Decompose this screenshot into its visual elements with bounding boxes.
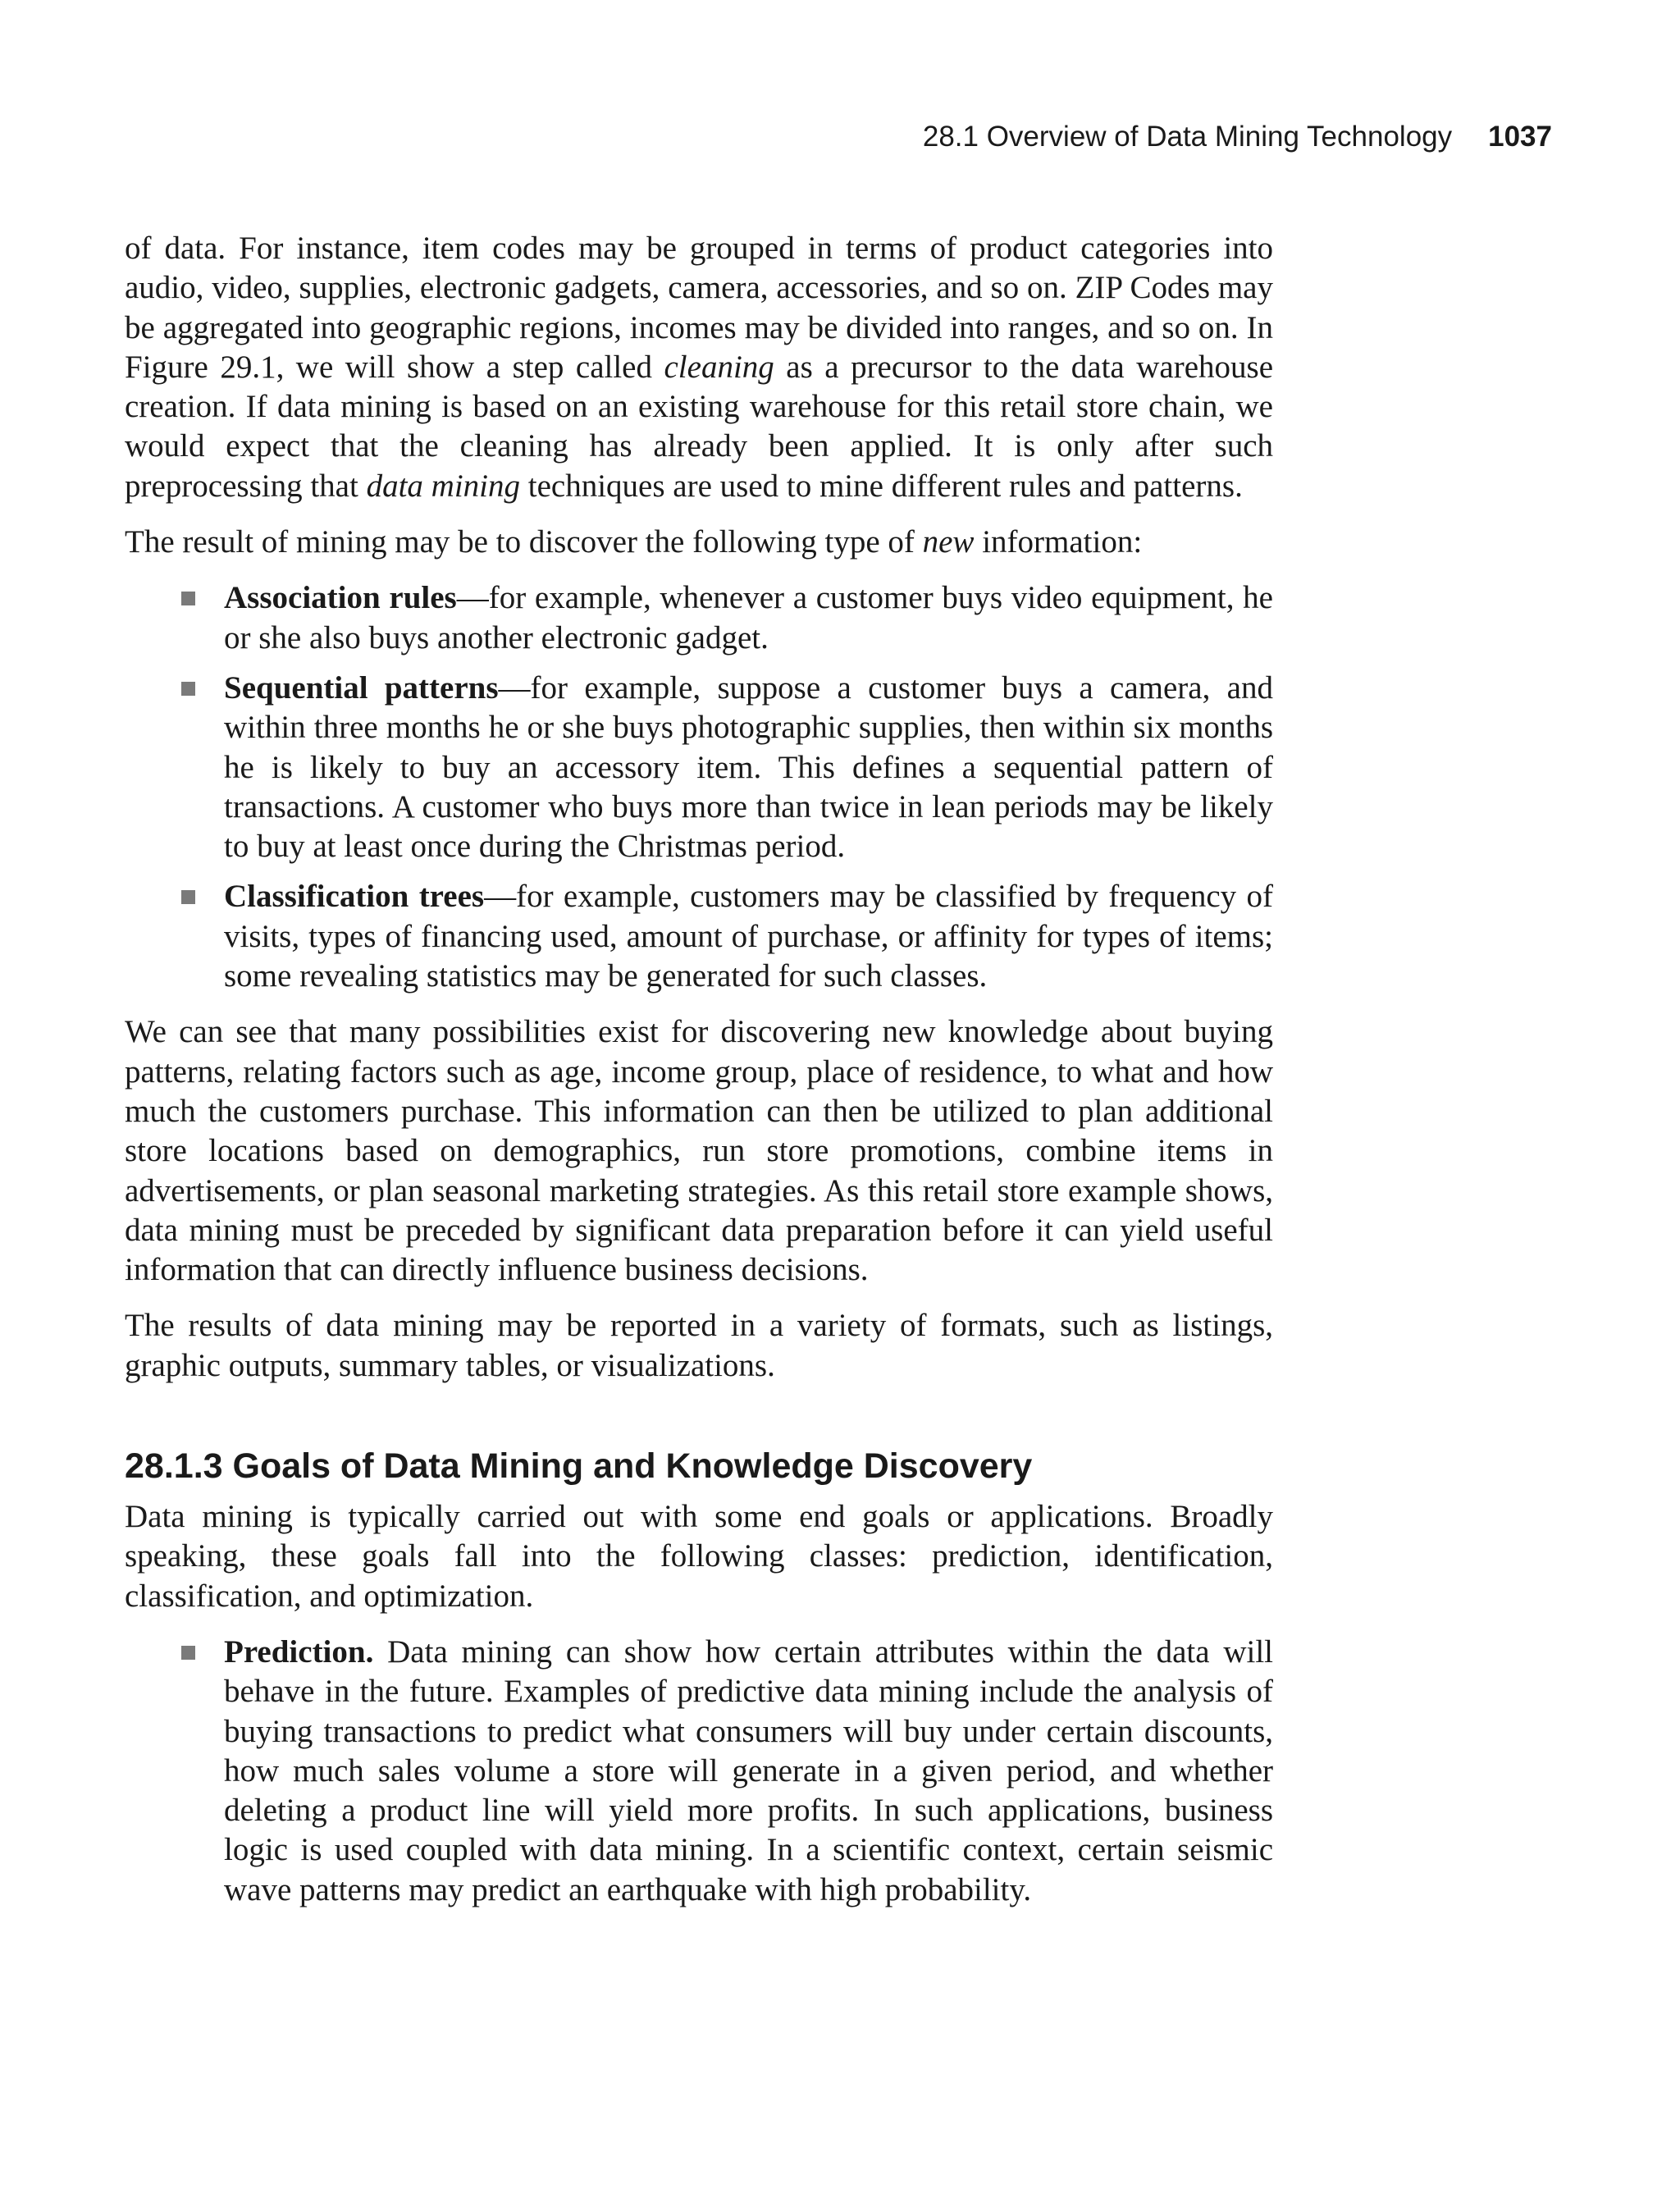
list-item-term: Sequential patterns: [224, 669, 499, 706]
list-item: [224, 877, 1273, 996]
page-body: [125, 229, 1273, 1910]
paragraph-text: of data. For instance, item codes may be grouped in terms of product categories into audio, video, supplies, electronic gadgets, camera, accessories, and so on. ZIP Codes may be aggregated into geographic regions, incomes may be divided into ranges, and so on. In Figure 29.1, we will show a step called: [125, 231, 1273, 385]
running-header-title: 28.1 Overview of Data Mining Technology: [922, 121, 1453, 153]
paragraph-data-preprocessing: [125, 229, 1273, 506]
list-item-text: —for example, suppose a customer buys a camera, and within three months he or she buys photographic supplies, then within six months he is likely to buy an accessory item. This defines a sequential pattern of transactions. A customer who buys more than twice in lean periods may be likely to buy at least once during the Christmas period.: [224, 669, 1273, 865]
paragraph-result-intro: [125, 523, 1273, 562]
list-item-term: Prediction.: [224, 1633, 374, 1670]
goals-list: [125, 1633, 1273, 1910]
section-heading: 28.1.3 Goals of Data Mining and Knowledge Discovery: [125, 1446, 1033, 1487]
emphasis-cleaning: cleaning: [664, 349, 774, 385]
square-bullet-icon: [181, 682, 195, 696]
paragraph-possibilities: We can see that many possibilities exist for discovering new knowledge about buying patterns, relating factors such as age, income group, place of residence, to what and how much the customers purchase. This information can then be utilized to plan additional store locations based on demographics, run store promotions, combine items in advertisements, or plan seasonal marketing strategies. As this retail store example shows, data mining must be preceded by significant data preparation before it can yield useful information that can directly influence business decisions.: [125, 1014, 1273, 1288]
paragraph-text: as a precursor to the data warehouse creation. If data mining is based on an existing warehouse for this retail store chain, we would expect that the cleaning has already been applied. It is only after such preprocessing that: [125, 349, 1273, 504]
list-item: [224, 1633, 1273, 1910]
square-bullet-icon: [181, 890, 195, 904]
list-item: [224, 578, 1273, 658]
list-item-term: Classification trees: [224, 879, 485, 915]
paragraph-text: The result of mining may be to discover the following type of: [125, 524, 923, 560]
paragraph-text: information:: [974, 524, 1143, 560]
paragraph-report-formats: The results of data mining may be reported in a variety of formats, such as listings, graphic outputs, summary tables, or visualizations.: [125, 1308, 1273, 1383]
running-header: [0, 117, 1552, 157]
list-item-text: —for example, customers may be classified by frequency of visits, types of financing used, amount of purchase, or affinity for types of items; some revealing statistics may be generated for such classes.: [224, 879, 1273, 994]
emphasis-data-mining: data mining: [366, 468, 520, 504]
page-number: 1037: [1488, 121, 1552, 153]
list-item-term: Association rules: [224, 580, 457, 616]
paragraph-goals-intro: Data mining is typically carried out with some end goals or applications. Broadly speaking, these goals fall into the following classes: prediction, identification, classification, and optimization.: [125, 1499, 1273, 1614]
list-item-text: —for example, whenever a customer buys video equipment, he or she also buys another electronic gadget.: [224, 580, 1273, 656]
square-bullet-icon: [181, 1646, 195, 1660]
list-item: [224, 669, 1273, 866]
square-bullet-icon: [181, 592, 195, 605]
list-item-text: Data mining can show how certain attributes within the data will behave in the future. Examples of predictive data mining include the analysis of buying transactions to predict what consumers will buy under certain discounts, how much sales volume a store will generate in a given period, and whether deleting a product line will yield more profits. In such applications, business logic is used coupled with data mining. In a scientific context, certain seismic wave patterns may predict an earthquake with high probability.: [224, 1633, 1273, 1907]
emphasis-new: new: [922, 524, 975, 560]
paragraph-text: techniques are used to mine different rules and patterns.: [520, 468, 1243, 504]
mining-results-list: [125, 578, 1273, 996]
